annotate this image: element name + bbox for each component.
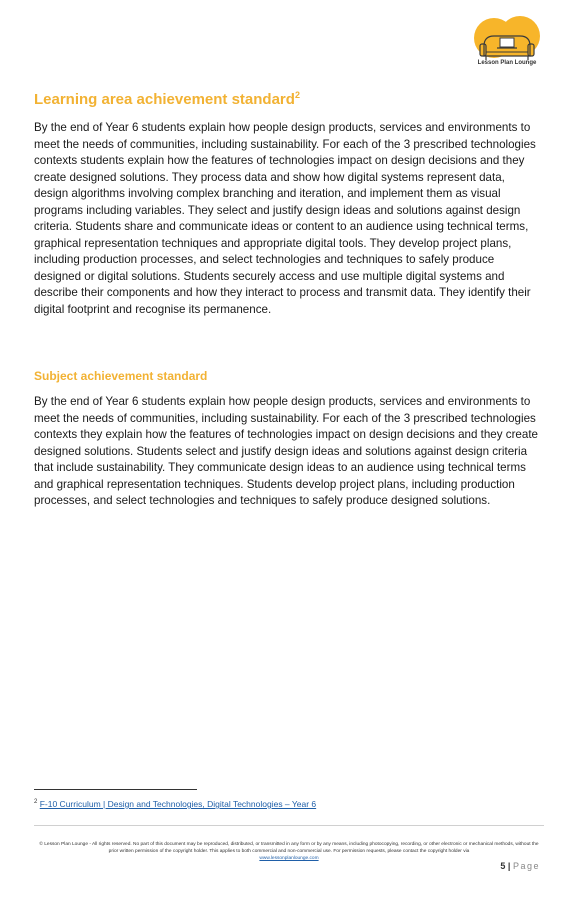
website-link[interactable]: www.lessonplanlounge.com xyxy=(259,856,319,861)
copyright-text: © Lesson Plan Lounge - All rights reserved. No part of this document may be reproduced, distributed, or transmitted in any form or by any means, including photocopying, recording, or other electronic or mechanical methods, without the prior written permission of the copyright holder. This applies to both commercial and non-commercial use. For permission requests, please contact the copyright holder via xyxy=(39,842,539,854)
footnote-link[interactable]: F-10 Curriculum | Design and Technologies, Digital Technologies – Year 6 xyxy=(39,799,317,809)
footnote-number: 2 xyxy=(34,799,38,806)
footnote-ref[interactable]: 2 xyxy=(294,90,300,100)
learning-area-paragraph: By the end of Year 6 students explain how people design products, services and environments to meet the needs of communities, including sustainability. For each of the 3 prescribed technologies contexts students explain how the features of technologies impact on design decisions and they create designed solutions. They process data and show how digital systems represent data, design algorithms involving complex branching and iteration, and implement them as visual programs including variables. They select and justify design ideas and solutions against design criteria. Students share and communicate ideas or content to an audience using technical terms, graphical representation techniques and appropriate digital tools. They develop project plans, including production processes, and select technologies and techniques to safely produce designed or digital solutions. Students securely access and use multiple digital systems and describe their components and how they interact to process and transmit data. They identify their digital footprint and recognise its permanence. xyxy=(34,121,536,316)
copyright-notice xyxy=(34,841,544,862)
footnote-divider xyxy=(34,789,197,790)
logo-text: Lesson Plan Lounge xyxy=(477,60,537,66)
page-number xyxy=(500,861,540,871)
heading-text: Learning area achievement standard xyxy=(34,91,295,108)
subject-heading: Subject achievement standard xyxy=(34,369,208,383)
footer-divider xyxy=(34,825,544,826)
page-number-value: 5 xyxy=(500,861,506,871)
page-label: Page xyxy=(512,861,540,871)
footnote xyxy=(34,799,316,809)
subject-paragraph: By the end of Year 6 students explain how people design products, services and environments to meet the needs of communities, including sustainability. For each of the 3 prescribed technologies contexts they explain how the features of technologies impact on design decisions and they create designed solutions. Students select and justify design ideas and solutions against design criteria that include sustainability. They communicate design ideas to an audience using technical terms and graphical representation techniques. Students develop project plans, including production processes, and select technologies and techniques to safely produce designed solutions. xyxy=(34,395,538,507)
learning-area-heading xyxy=(34,90,300,108)
page-separator: | xyxy=(507,861,511,871)
